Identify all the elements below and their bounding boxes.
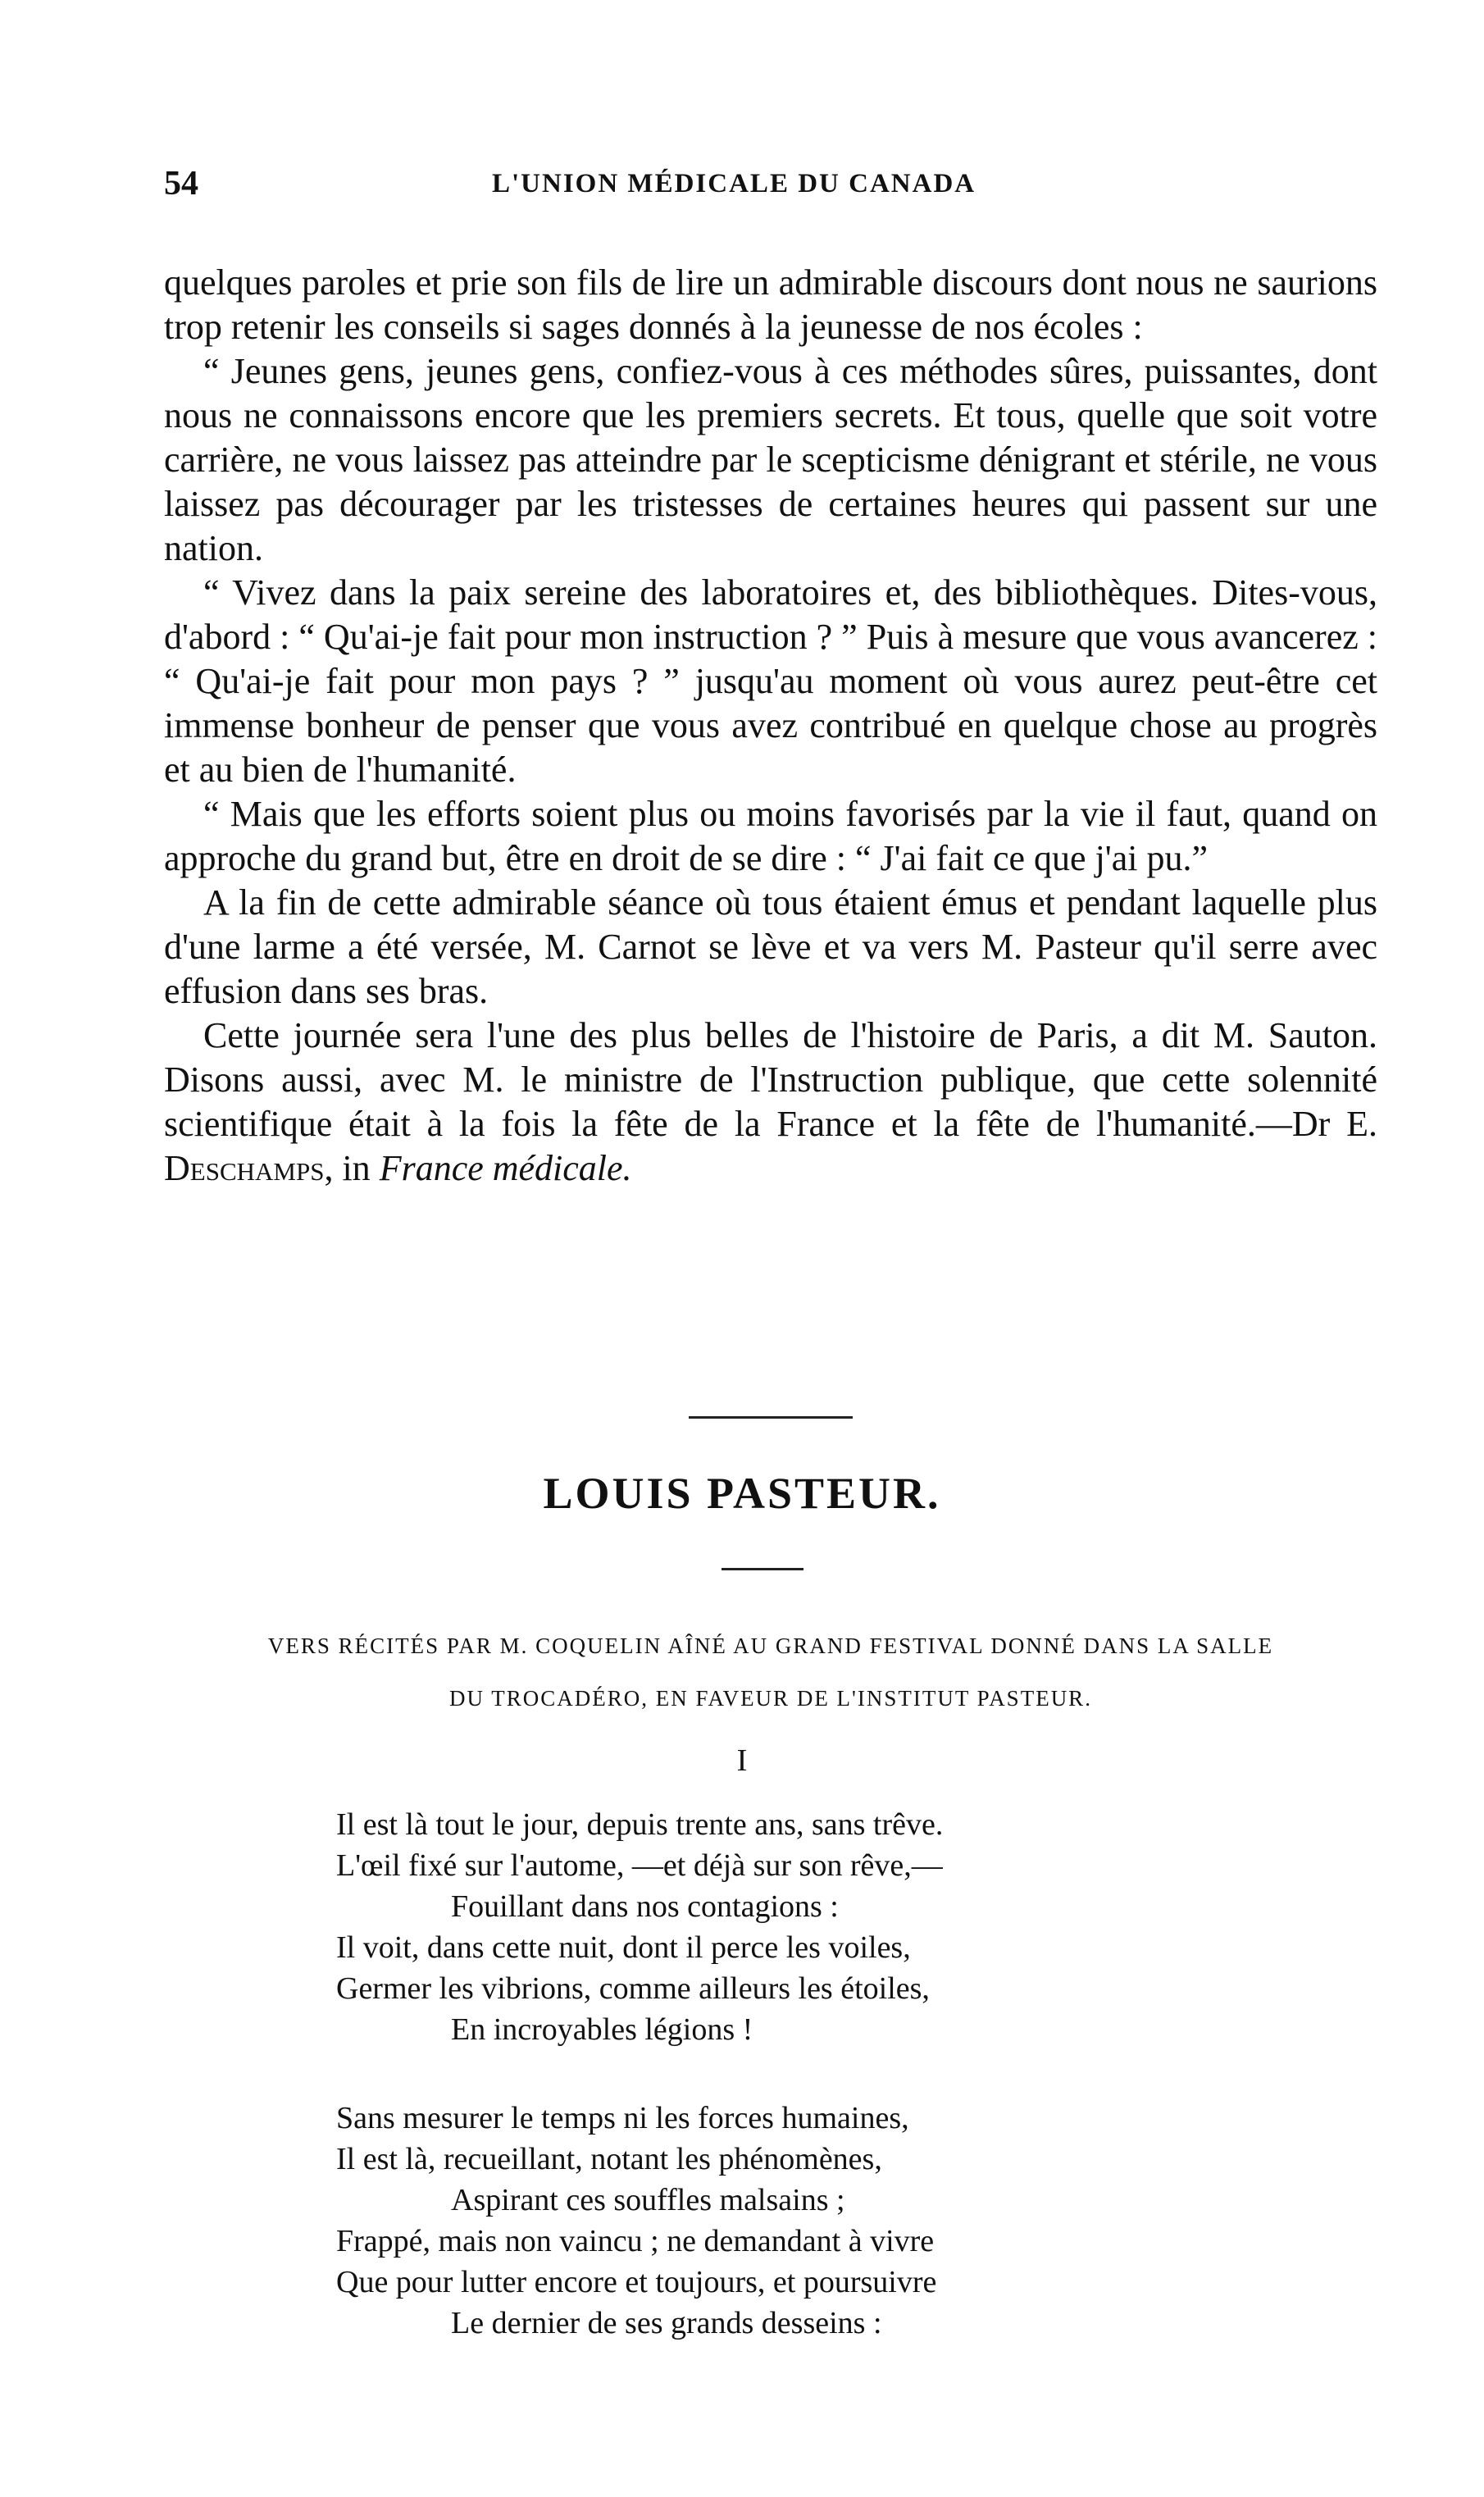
stanza-number: I (736, 1743, 748, 1778)
section-divider (689, 1416, 853, 1419)
paragraph-2: “ Jeunes gens, jeunes gens, confiez-vous à ces méthodes sûres, puissantes, dont nous ne connaissons encore que les premiers secrets. Et tous, quelle que soit votre carrière, ne vous laissez pas atteindre par le scepticisme dénigrant et stérile, ne vous laissez pas décourager par les tristesses de certaines heures qui passent sur une nation. (164, 351, 1377, 568)
poem-line: Le dernier de ses grands desseins : (451, 2306, 882, 2340)
paragraph-5: A la fin de cette admirable séance où tous étaient émus et pendant laquelle plus d'une larme a été versée, M. Carnot se lève et va vers M. Pasteur qu'il serre avec effusion dans ses bras. (164, 882, 1377, 1011)
article-body (164, 261, 1377, 1191)
poem-line: L'œil fixé sur l'autome, —et déjà sur son rêve,— (336, 1848, 943, 1883)
page-number: 54 (164, 165, 198, 203)
subtitle-line-1: VERS RÉCITÉS PAR M. COQUELIN AÎNÉ AU GRAND FESTIVAL DONNÉ DANS LA SALLE (267, 1634, 1274, 1658)
poem-line: Aspirant ces souffles malsains ; (451, 2183, 845, 2217)
citation-separator: , in (324, 1148, 380, 1188)
paragraph-3: “ Vivez dans la paix sereine des laboratoires et, des bibliothèques. Dites-vous, d'abord : “ Qu'ai-je fait pour mon instruction ? ” Puis à mesure que vous avancerez : “ Qu'ai-je fait pour mon pays ? ” jusqu'au moment où vous aurez peut-être cet immense bonheur de penser que vous avez contribué en quelque chose au progrès et au bien de l'humanité. (164, 572, 1377, 790)
poem-subtitle (148, 1620, 1394, 1725)
poem-line: Frappé, mais non vaincu ; ne demandant à vivre (336, 2224, 935, 2258)
poem-line: Que pour lutter encore et toujours, et poursuivre (336, 2265, 937, 2299)
poem-line: Germer les vibrions, comme ailleurs les étoiles, (336, 1971, 930, 2006)
paragraph-1: quelques paroles et prie son fils de lire un admirable discours dont nous ne saurions trop retenir les conseils si sages donnés à la jeunesse de nos écoles : (164, 262, 1377, 347)
poem-line: Il est là, recueillant, notant les phénomènes, (336, 2142, 882, 2176)
section-title: LOUIS PASTEUR. (543, 1469, 941, 1518)
paragraph-4: “ Mais que les efforts soient plus ou moins favorisés par la vie il faut, quand on approche du grand but, être en droit de se dire : “ J'ai fait ce que j'ai pu.” (164, 794, 1377, 878)
poem-line: Sans mesurer le temps ni les forces humaines, (336, 2101, 909, 2135)
title-rule (722, 1568, 803, 1570)
subtitle-line-2: DU TROCADÉRO, EN FAVEUR DE L'INSTITUT PASTEUR. (449, 1686, 1092, 1711)
poem-line: Il voit, dans cette nuit, dont il perce les voiles, (336, 1930, 911, 1965)
stanza-break (336, 2050, 1238, 2098)
page-header (164, 164, 1377, 213)
poem (336, 1804, 1238, 2344)
running-head: L'UNION MÉDICALE DU CANADA (492, 169, 976, 198)
poem-line: En incroyables légions ! (451, 2012, 753, 2047)
poem-line: Il est là tout le jour, depuis trente ans, sans trêve. (336, 1807, 944, 1842)
source-journal: France médicale. (379, 1148, 632, 1188)
poem-line: Fouillant dans nos contagions : (451, 1889, 839, 1924)
author-name: Deschamps (164, 1148, 325, 1188)
paragraph-6 (164, 1014, 1377, 1191)
paragraph-6-text: Cette journée sera l'une des plus belles de l'histoire de Paris, a dit M. Sauton. Disons aussi, avec M. le ministre de l'Instruction publique, que cette solennité scientifique était à la fois la fête de la France et la fête de l'humanité.—Dr E. (164, 1015, 1377, 1144)
